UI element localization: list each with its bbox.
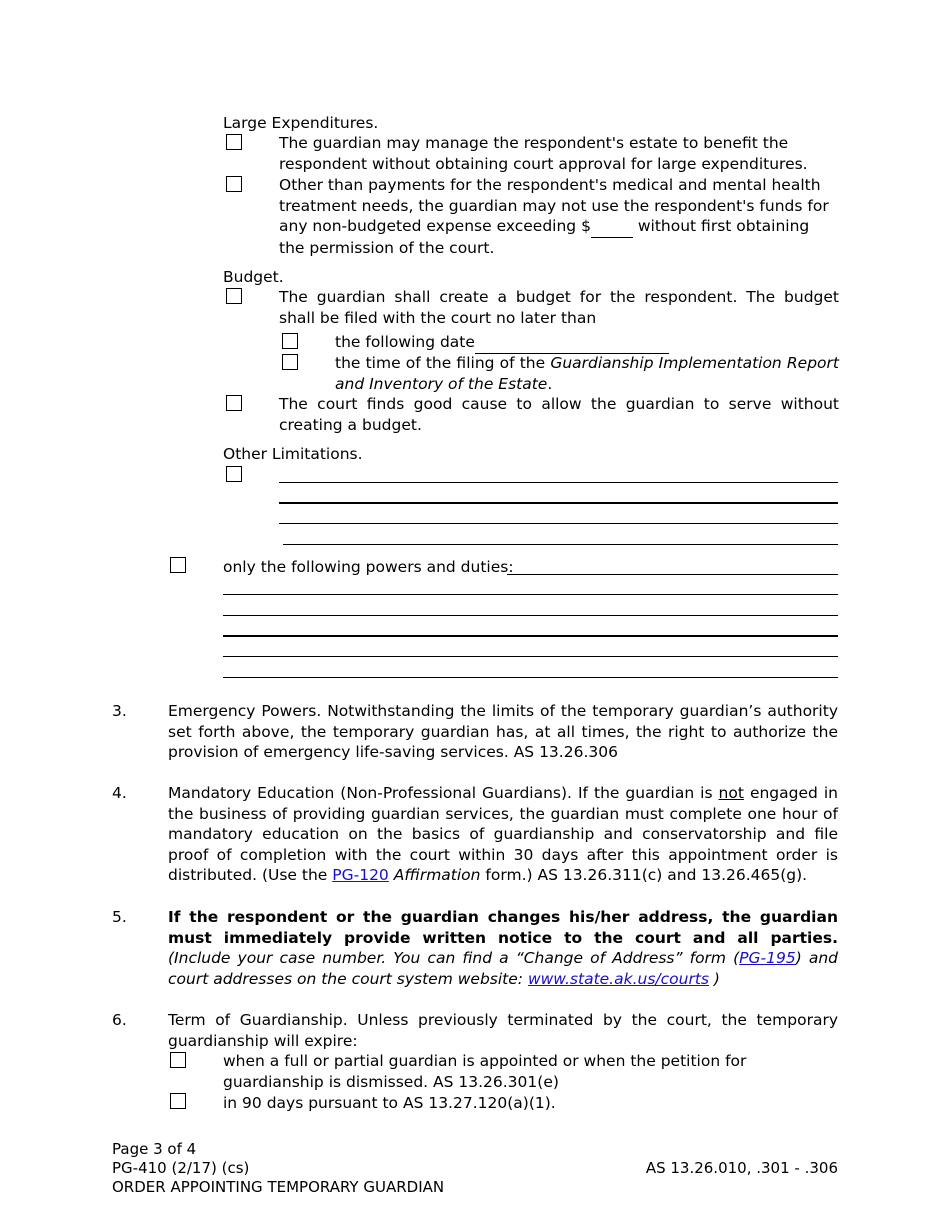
large-exp-option2-before: Other than payments for the respondent's medical and mental health treatment needs, the guardian may not use the respondent's funds for any non-budgeted expense exceeding $ xyxy=(279,176,829,235)
section-5-bold: If the respondent or the guardian changes his/her address, the guardian must immediately provide written notice to the court and all parties. xyxy=(168,908,838,947)
court-website-link[interactable]: www.state.ak.us/courts xyxy=(527,969,709,988)
budget-option1-checkbox[interactable] xyxy=(226,288,242,304)
large-expenditures-heading: Large Expenditures. xyxy=(223,114,379,132)
budget-filing-before: the time of the filing of the xyxy=(335,354,551,372)
footer-form-title: ORDER APPOINTING TEMPORARY GUARDIAN xyxy=(112,1178,445,1196)
large-exp-option2-checkbox[interactable] xyxy=(226,176,242,192)
other-limitations-line-1[interactable] xyxy=(279,482,838,483)
section-5-number: 5. xyxy=(112,908,127,926)
section-3-text: Emergency Powers. Notwithstanding the limits of the temporary guardian’s authority set forth above, the temporary guardian has, at all times, the right to authorize the provision of emergency life-saving services. AS 13.26.306 xyxy=(168,702,838,761)
budget-filing-after: . xyxy=(547,374,553,393)
large-exp-option2-text xyxy=(279,175,839,258)
footer-statute: AS 13.26.010, .301 - .306 xyxy=(645,1159,838,1177)
budget-date-row xyxy=(335,332,669,354)
term-option1-text: when a full or partial guardian is appointed or when the petition for guardianship is dismissed. AS 13.26.301(e) xyxy=(223,1052,747,1091)
budget-filing-checkbox[interactable] xyxy=(282,354,298,370)
footer-form-number: PG-410 (2/17) (cs) xyxy=(112,1159,250,1177)
expense-amount-blank[interactable] xyxy=(591,216,633,238)
budget-filing-text xyxy=(335,353,839,394)
other-limitations-heading: Other Limitations. xyxy=(223,445,363,463)
powers-duties-line-1[interactable] xyxy=(507,574,838,575)
section-4-affirmation: Affirmation xyxy=(393,866,481,884)
footer-page: Page 3 of 4 xyxy=(112,1140,197,1158)
budget-filing-report-name: Guardianship Implementation Report and Inventory of the Estate xyxy=(335,354,839,393)
powers-duties-line-3[interactable] xyxy=(223,615,838,616)
budget-option2-checkbox[interactable] xyxy=(226,395,242,411)
budget-option1-text: The guardian shall create a budget for the respondent. The budget shall be filed with the court no later than xyxy=(279,288,839,327)
section-5-text xyxy=(168,907,838,989)
powers-duties-label: only the following powers and duties: xyxy=(223,558,514,576)
section-4-text xyxy=(168,783,838,886)
budget-date-label: the following date xyxy=(335,333,475,351)
section-4-part1: Mandatory Education (Non-Professional Guardians). If the guardian is xyxy=(168,784,719,802)
other-limitations-line-3[interactable] xyxy=(279,523,838,524)
powers-duties-line-2[interactable] xyxy=(223,594,838,595)
large-exp-option1-text: The guardian may manage the respondent's estate to benefit the respondent without obtaining court approval for large expenditures. xyxy=(279,134,808,173)
large-exp-option1-checkbox[interactable] xyxy=(226,134,242,150)
term-option1-checkbox[interactable] xyxy=(170,1052,186,1068)
other-limitations-checkbox[interactable] xyxy=(226,466,242,482)
section-4-not: not xyxy=(718,784,744,802)
budget-date-blank[interactable] xyxy=(475,332,669,354)
section-3-number: 3. xyxy=(112,702,127,720)
pg-195-link[interactable]: PG-195 xyxy=(739,949,796,967)
section-6-text: Term of Guardianship. Unless previously terminated by the court, the temporary guardianship will expire: xyxy=(168,1011,838,1050)
section-5-italic-2: ) and court addresses on the court system website: xyxy=(168,949,838,988)
section-4-part3: form.) AS 13.26.311(c) and 13.26.465(g). xyxy=(480,866,808,884)
term-option2-text: in 90 days pursuant to AS 13.27.120(a)(1). xyxy=(223,1094,556,1112)
section-4-part2: engaged in the business of providing guardian services, the guardian must complete one hour of mandatory education on the basics of guardianship and conservatorship and file proof of completion with the court within 30 days after this appointment order is distributed. (Use the xyxy=(168,784,838,884)
powers-duties-line-6[interactable] xyxy=(223,677,838,678)
section-4-number: 4. xyxy=(112,784,127,802)
powers-duties-checkbox[interactable] xyxy=(170,557,186,573)
budget-option2-text: The court finds good cause to allow the guardian to serve without creating a budget. xyxy=(279,395,839,434)
budget-heading: Budget. xyxy=(223,268,284,286)
other-limitations-line-4[interactable] xyxy=(283,544,838,545)
section-6-number: 6. xyxy=(112,1011,127,1029)
section-5-italic-1: (Include your case number. You can find a “Change of Address” form ( xyxy=(168,949,740,967)
powers-duties-line-4[interactable] xyxy=(223,635,838,637)
large-exp-option2-after: without first obtaining the permission of the court. xyxy=(279,217,810,257)
term-option2-checkbox[interactable] xyxy=(170,1093,186,1109)
budget-date-checkbox[interactable] xyxy=(282,333,298,349)
section-5-italic-3: ) xyxy=(709,969,720,988)
powers-duties-line-5[interactable] xyxy=(223,656,838,657)
footer-left xyxy=(112,1140,444,1197)
pg-120-link[interactable]: PG-120 xyxy=(332,866,389,884)
other-limitations-line-2[interactable] xyxy=(279,502,838,504)
